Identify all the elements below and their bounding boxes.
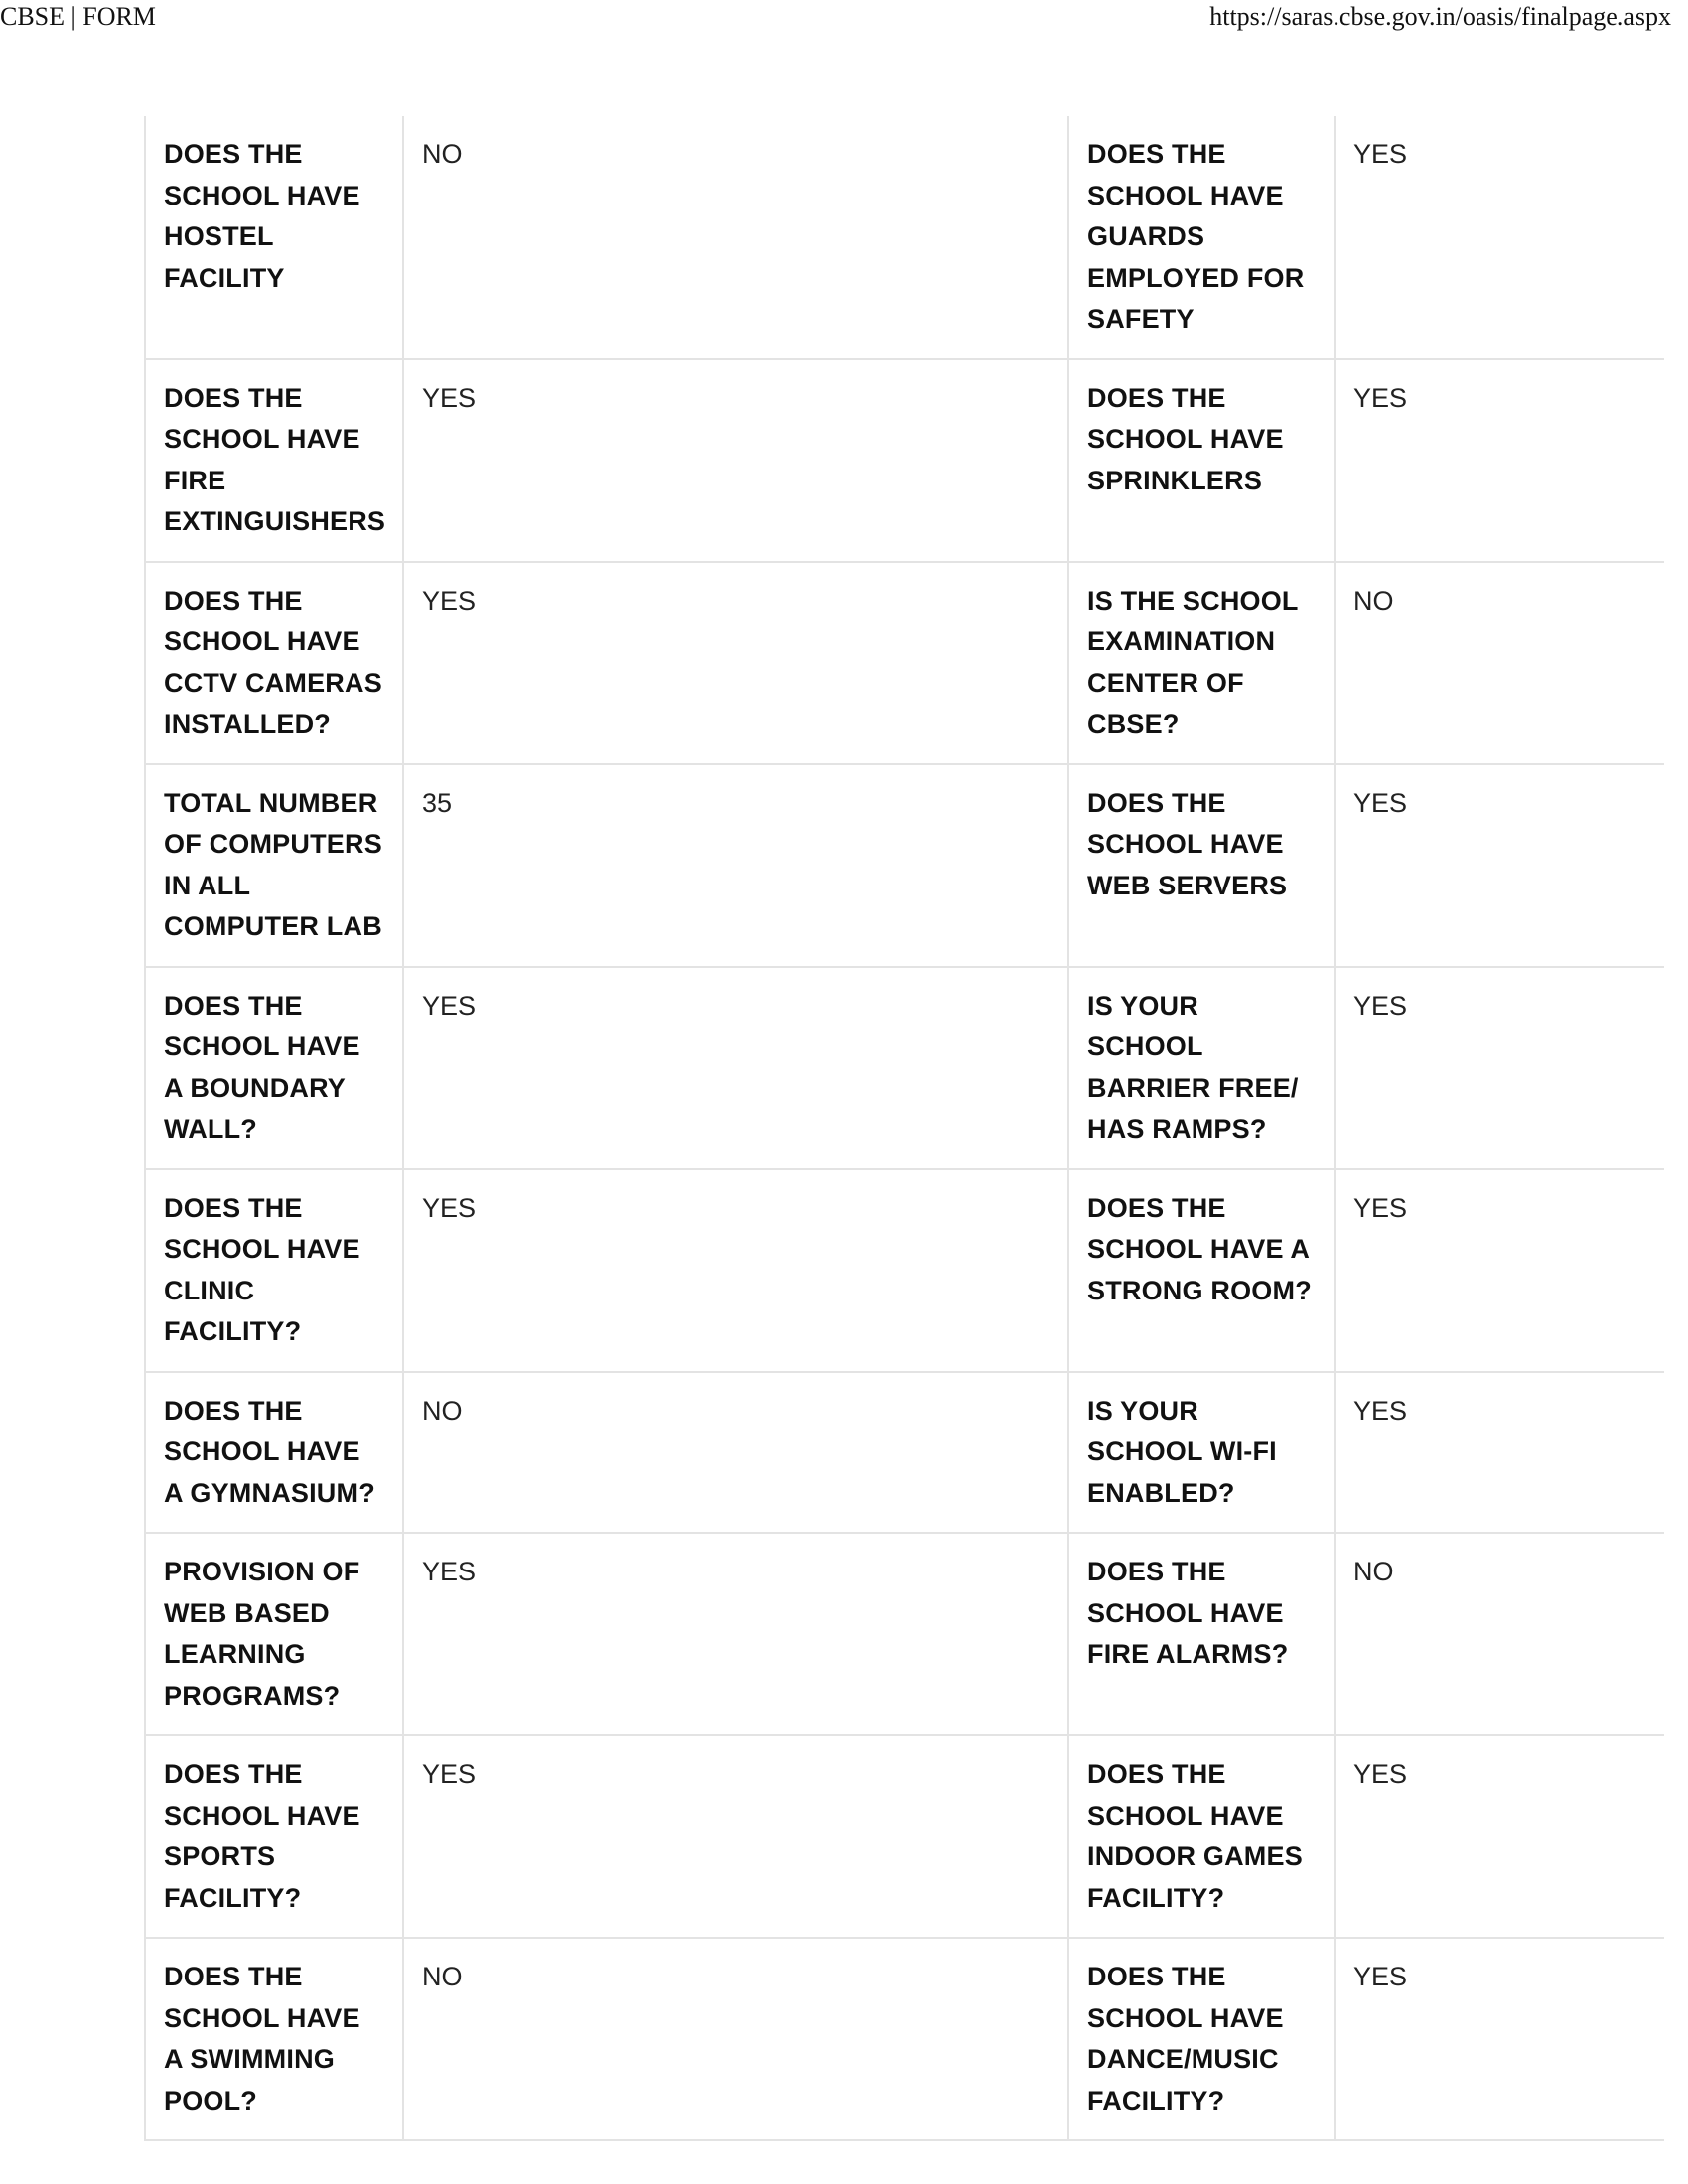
answer-value: YES (403, 562, 1068, 764)
question-label: DOES THE SCHOOL HAVE SPRINKLERS (1068, 359, 1335, 562)
print-header (0, 0, 1688, 40)
answer-value: YES (1335, 967, 1664, 1169)
answer-value: NO (403, 1372, 1068, 1534)
question-label: DOES THE SCHOOL HAVE A STRONG ROOM? (1068, 1169, 1335, 1372)
answer-value: YES (1335, 1735, 1664, 1938)
answer-value: NO (403, 116, 1068, 359)
table-row (145, 1372, 1664, 1534)
question-label: DOES THE SCHOOL HAVE A GYMNASIUM? (145, 1372, 403, 1534)
answer-value: YES (1335, 359, 1664, 562)
question-label: TOTAL NUMBER OF COMPUTERS IN ALL COMPUTER LAB (145, 764, 403, 967)
question-label: DOES THE SCHOOL HAVE HOSTEL FACILITY (145, 116, 403, 359)
question-label: DOES THE SCHOOL HAVE CLINIC FACILITY? (145, 1169, 403, 1372)
answer-value: YES (1335, 1938, 1664, 2140)
question-label: IS YOUR SCHOOL WI-FI ENABLED? (1068, 1372, 1335, 1534)
question-label: DOES THE SCHOOL HAVE DANCE/MUSIC FACILITY? (1068, 1938, 1335, 2140)
table-row (145, 1735, 1664, 1938)
answer-value: YES (1335, 1372, 1664, 1534)
page-title: CBSE | FORM (0, 2, 156, 31)
answer-value: YES (1335, 764, 1664, 967)
question-label: DOES THE SCHOOL HAVE INDOOR GAMES FACILITY? (1068, 1735, 1335, 1938)
table-row (145, 116, 1664, 359)
table-row (145, 1169, 1664, 1372)
question-label: PROVISION OF WEB BASED LEARNING PROGRAMS? (145, 1533, 403, 1735)
question-label: DOES THE SCHOOL HAVE FIRE ALARMS? (1068, 1533, 1335, 1735)
question-label: IS THE SCHOOL EXAMINATION CENTER OF CBSE? (1068, 562, 1335, 764)
table-row (145, 562, 1664, 764)
question-label: DOES THE SCHOOL HAVE GUARDS EMPLOYED FOR SAFETY (1068, 116, 1335, 359)
question-label: IS YOUR SCHOOL BARRIER FREE/ HAS RAMPS? (1068, 967, 1335, 1169)
question-label: DOES THE SCHOOL HAVE FIRE EXTINGUISHERS (145, 359, 403, 562)
table-row (145, 359, 1664, 562)
answer-value: NO (1335, 1533, 1664, 1735)
table-row (145, 967, 1664, 1169)
table-row (145, 1938, 1664, 2140)
answer-value: YES (403, 359, 1068, 562)
question-label: DOES THE SCHOOL HAVE A BOUNDARY WALL? (145, 967, 403, 1169)
answer-value: 35 (403, 764, 1068, 967)
page-url: https://saras.cbse.gov.in/oasis/finalpage.aspx (1209, 2, 1671, 31)
question-label: DOES THE SCHOOL HAVE SPORTS FACILITY? (145, 1735, 403, 1938)
school-facilities-table (144, 116, 1664, 2141)
answer-value: YES (403, 1169, 1068, 1372)
answer-value: YES (1335, 116, 1664, 359)
answer-value: YES (403, 1533, 1068, 1735)
table-row (145, 1533, 1664, 1735)
answer-value: NO (1335, 562, 1664, 764)
question-label: DOES THE SCHOOL HAVE CCTV CAMERAS INSTALLED? (145, 562, 403, 764)
answer-value: YES (403, 967, 1068, 1169)
answer-value: YES (1335, 1169, 1664, 1372)
table-row (145, 764, 1664, 967)
question-label: DOES THE SCHOOL HAVE A SWIMMING POOL? (145, 1938, 403, 2140)
question-label: DOES THE SCHOOL HAVE WEB SERVERS (1068, 764, 1335, 967)
answer-value: NO (403, 1938, 1068, 2140)
answer-value: YES (403, 1735, 1068, 1938)
